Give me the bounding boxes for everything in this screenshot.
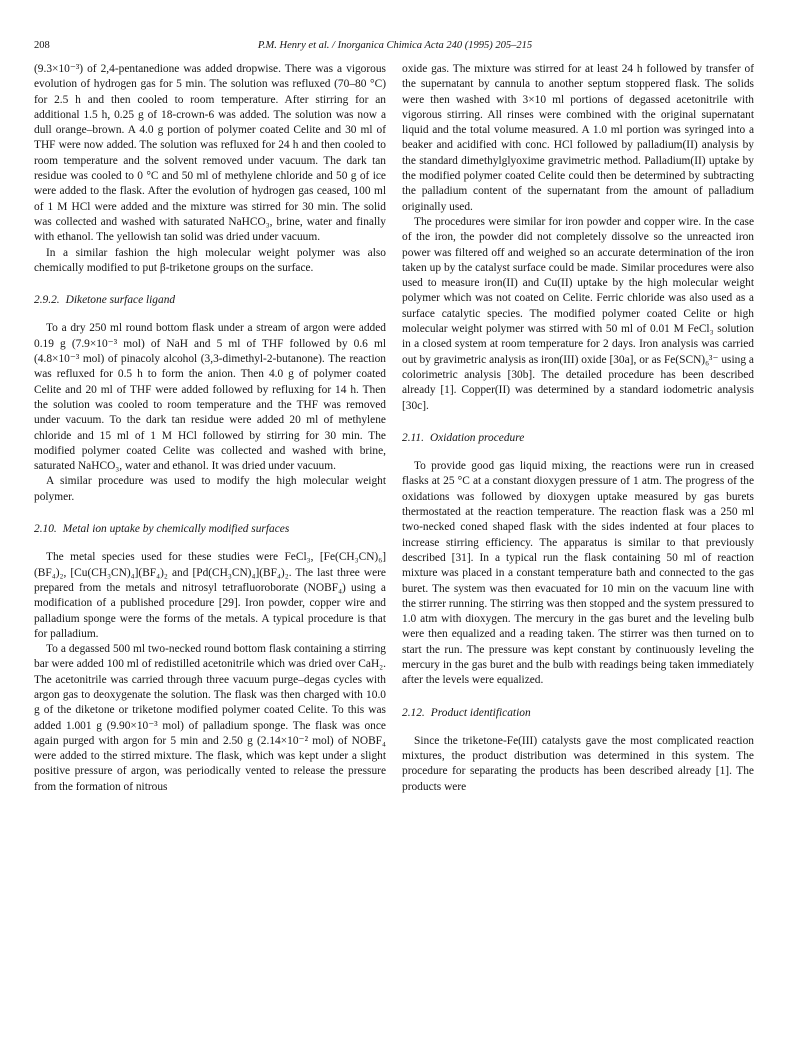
section-number: 2.9.2.	[34, 294, 60, 307]
paragraph: oxide gas. The mixture was stirred for at least 24 h followed by transfer of the supernatant by cannula to another septum stoppered flask. The solids were then washed with 3×10 ml portions of degassed acetonitrile with vigorous stirring. All rinses were combined with the original supernatant liquid and the total volume measured. A 1.0 ml portion was syringed into a beaker and acidified with conc. HCl followed by palladium(II) analysis by the standard dimethylglyoxime gravimetric method. Palladium(II) uptake by the modified polymer coated Celite could then be determined by subtracting the palladium content of the supernatant from the amount of palladium originally used.	[402, 63, 754, 213]
paragraph: To a degassed 500 ml two-necked round bottom flask containing a stirring bar were added 100 ml of redistilled acetonitrile which was dried over CaH₂. The acetonitrile was carried through three vacuum purge–degas cycles with argon gas to deoxygenate the solution. The flask was then charged with 10.0 g of the diketone or triketone modified polymer coated Celite. To this was added 1.001 g (9.90×10⁻³ mol) of palladium sponge. The flask was once again purged with argon for 5 min and 2.50 g (2.14×10⁻² mol) of NOBF₄ were added to the stirred mixture. The flask, which was kept under a slight positive pressure of argon, was periodically vented to release the pressure from the formation of nitrous	[34, 643, 386, 793]
section-number: 2.12.	[402, 706, 425, 719]
paragraph: In a similar fashion the high molecular weight polymer was also chemically modified to put β-triketone groups on the surface.	[34, 246, 386, 274]
running-head: P.M. Henry et al. / Inorganica Chimica Acta 240 (1995) 205–215	[257, 40, 533, 51]
section-title: Metal ion uptake by chemically modified surfaces	[62, 523, 290, 536]
section-title: Product identification	[430, 706, 531, 719]
section-heading-2-12	[402, 706, 754, 721]
left-column	[34, 62, 386, 1052]
section-heading-2-9-2	[34, 293, 386, 308]
paragraph: A similar procedure was used to modify the high molecular weight polymer.	[34, 475, 386, 503]
section-number: 2.11.	[402, 431, 424, 444]
section-number: 2.10.	[34, 523, 57, 536]
paragraph: To provide good gas liquid mixing, the reactions were run in creased flasks at 25 °C at a constant dioxygen pressure of 1 atm. The progress of the oxidations was followed by dioxygen uptake measured by gas burets thermostated at the reaction temperature. The reaction flask was a 250 ml two-necked coned shaped flask with the sides indented at four places to increase stirring efficiency. The apparatus is similar to that previously described [31]. In a typical run the flask containing 50 ml of reaction mixture was placed in a constant temperature bath and connected to the gas buret. The system was then evacuated for 10 min on the vacuum line with the stirrer running. The stirring was then stopped and the system pressured to 1.0 atm with dioxygen. The mercury in the gas buret and the leveling bulb were then equalized and a reading taken. The stirrer was then turned on to start the run. The pressure was kept constant by continuously leveling the mercury in the gas buret and the bulb with readings being taken immediately after the levels were equalized.	[402, 460, 754, 687]
paragraph: Since the triketone-Fe(III) catalysts gave the most complicated reaction mixtures, the product distribution was determined in this system. The procedure for separating the products has been described already [1]. The products were	[402, 734, 754, 793]
section-title: Oxidation procedure	[429, 431, 525, 444]
paragraph: The procedures were similar for iron powder and copper wire. In the case of the iron, the powder did not completely dissolve so the unreacted iron power was filtered off and weighed so an accurate determination of the iron taken up by the catalyst surface could be made. Similar procedures were also used to measure iron(II) and Cu(II) uptake by the high molecular weight polymer which was not coated on Celite. Ferric chloride was also used as a surface catalytic species. The modified polymer coated Celite or high molecular weight polymer was stirred with 50 ml of 0.01 M FeCl₃ solution in a closed system at room temperature for 2 days. Iron analysis was carried out by gravimetric analysis as iron(III) oxide [30a], or as Fe(SCN)₆³⁻ using a colorimetric analysis [30b]. The detailed procedure has been described already [1]. Copper(II) was determined by a standard iodometric analysis [30c].	[402, 215, 754, 412]
page-number: 208	[34, 40, 50, 51]
paragraph: (9.3×10⁻³) of 2,4-pentanedione was added dropwise. There was a vigorous evolution of hydrogen gas for 5 min. The solution was refluxed (70–80 °C) for 2.5 h and then cooled to room temperature. After stirring for an additional 1.5 h, 0.25 g of 18-crown-6 was added. The solution was now a dull orange–brown. A 4.0 g portion of polymer coated Celite and 30 ml of THF were now added. The solution was refluxed for 24 h and then cooled to room temperature and the solvent removed under vacuum. The dark tan residue was cooled to 0 °C and 50 ml of methylene chloride and 50 g of ice were added to the flask. After the evolution of hydrogen gas ceased, 100 ml of 1 M HCl were added and the mixture was stirred for 30 min. The solid was collected and washed with saturated NaHCO₃, brine, water and finally with ethanol. The yellowish tan solid was dried under vacuum.	[34, 63, 386, 244]
section-heading-2-10	[34, 522, 386, 537]
paragraph: The metal species used for these studies were FeCl₃, [Fe(CH₃CN)₆](BF₄)₂, [Cu(CH₃CN)₄](BF₄)₂ and [Pd(CH₃CN)₄](BF₄)₂. The last three were prepared from the metals and nitrosyl tetrafluoroborate (NOBF₄) using a modification of a published procedure [29]. Iron powder, copper wire and palladium sponge were the forms of the metals. A typical procedure is that for palladium.	[34, 551, 386, 640]
paragraph: To a dry 250 ml round bottom flask under a stream of argon were added 0.19 g (7.9×10⁻³ mol) of NaH and 5 ml of THF followed by 0.6 ml (4.8×10⁻³ mol) of pinacoly alcohol (3,3-dimethyl-2-butanone). The reaction was refluxed for 0.5 h to form the anion. Then 4.0 g of polymer coated Celite and 20 ml of THF were added followed by refluxing for 14 h. Then the solution was cooled to room temperature and the THF was removed under vacuum. To the dark tan residue were added 20 ml of methylene chloride and 15 ml of 1 M HCl followed by stirring for 30 min. The modified polymer coated Celite was collected and washed with brine, saturated NaHCO₃, water and ethanol. It was dried under vacuum.	[34, 322, 386, 473]
right-column	[402, 62, 754, 1052]
section-heading-2-11	[402, 431, 754, 446]
section-title: Diketone surface ligand	[65, 294, 176, 307]
page-header	[34, 40, 756, 54]
